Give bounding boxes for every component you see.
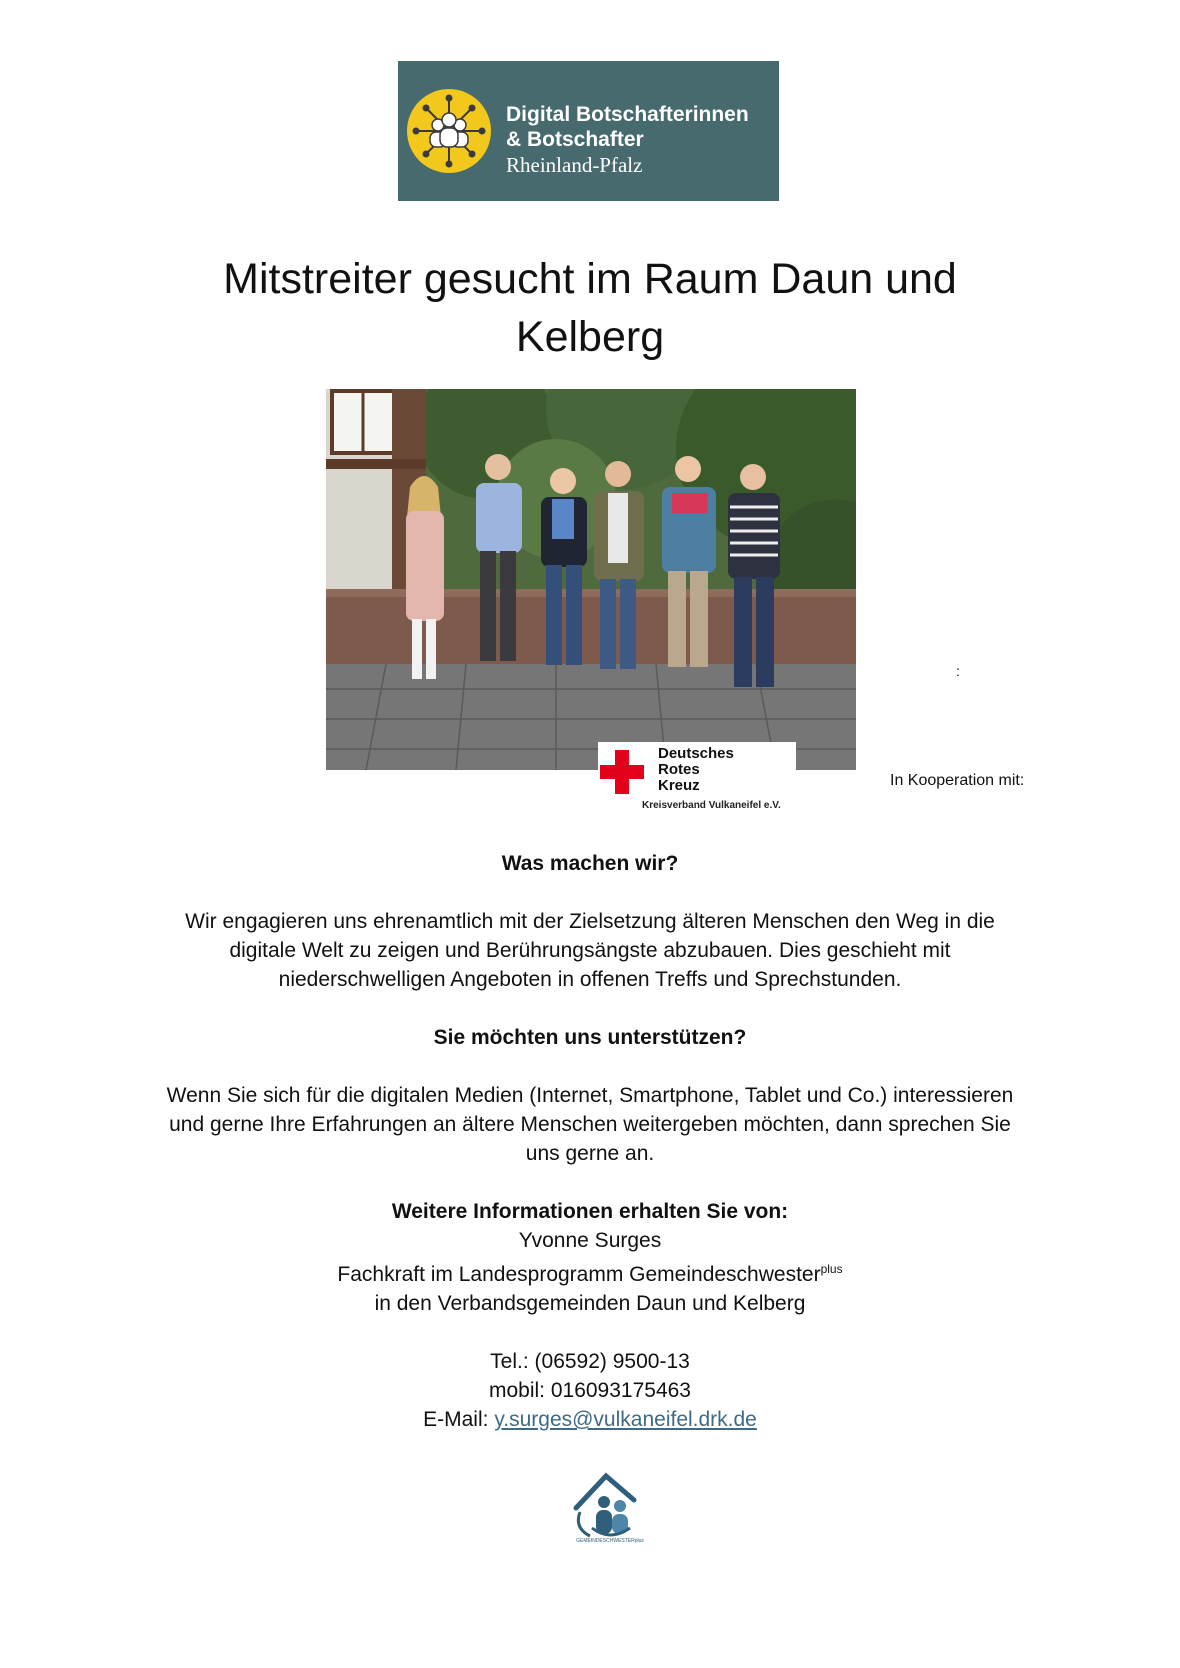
- email-link[interactable]: y.surges@vulkaneifel.drk.de: [494, 1408, 757, 1431]
- section1-heading: Was machen wir?: [501, 852, 679, 875]
- network-people-icon: [407, 89, 491, 173]
- title-line2: Kelberg: [515, 313, 665, 361]
- section2-line1: Wenn Sie sich für die digitalen Medien (Internet, Smartphone, Tablet und Co.) interessieren: [166, 1084, 1014, 1107]
- section2-line2: und gerne Ihre Erfahrungen an ältere Menschen weitergeben möchten, dann sprechen Sie: [169, 1113, 1011, 1136]
- section1-line3: niederschwelligen Angeboten in offenen Treffs und Sprechstunden.: [278, 968, 902, 991]
- section1-body: [110, 907, 1070, 994]
- contact-mobile: mobil: 016093175463: [488, 1379, 691, 1402]
- contact-name: Yvonne Surges: [518, 1229, 662, 1252]
- drk-subline: Kreisverband Vulkaneifel e.V.: [642, 800, 781, 811]
- contact-region: in den Verbandsgemeinden Daun und Kelberg: [374, 1292, 806, 1315]
- contact-role-text: Fachkraft im Landesprogramm Gemeindeschwester: [337, 1263, 821, 1286]
- logo-text-line3: Rheinland-Pfalz: [506, 153, 643, 177]
- email-label: E-Mail:: [423, 1408, 495, 1431]
- section2-body: [110, 1081, 1070, 1168]
- colon-mark: :: [956, 663, 960, 679]
- section2-heading: Sie möchten uns unterstützen?: [433, 1026, 747, 1049]
- logo-text-line2: & Botschafter: [506, 128, 644, 151]
- drk-word1: Deutsches: [658, 745, 734, 762]
- group-photo: [326, 389, 856, 770]
- digital-botschafter-logo: [398, 61, 779, 201]
- drk-word2: Rotes: [658, 761, 700, 778]
- title-line1: Mitstreiter gesucht im Raum Daun und: [223, 255, 957, 303]
- contact-role-sup: plus: [820, 1262, 843, 1276]
- contact-heading: Weitere Informationen erhalten Sie von:: [391, 1200, 789, 1223]
- logo-text-line1: Digital Botschafterinnen: [506, 103, 749, 126]
- cooperation-label: In Kooperation mit:: [890, 772, 1025, 789]
- section1-line1: Wir engagieren uns ehrenamtlich mit der Zielsetzung älteren Menschen den Weg in die: [185, 910, 995, 933]
- footer-logo-caption: GEMEINDESCHWESTERplus: [576, 1538, 644, 1544]
- section1-line2: digitale Welt zu zeigen und Berührungsängste abzubauen. Dies geschieht mit: [229, 939, 951, 962]
- contact-tel: Tel.: (06592) 9500-13: [490, 1350, 690, 1373]
- contact-email-row: [110, 1405, 1070, 1434]
- drk-logo: [598, 742, 796, 816]
- drk-word3: Kreuz: [658, 777, 700, 794]
- contact-role: [110, 1255, 1070, 1289]
- red-cross-bar: [600, 765, 644, 779]
- section2-line3: uns gerne an.: [525, 1142, 655, 1165]
- contact-block: [110, 1197, 1070, 1434]
- gemeindeschwester-logo: [570, 1466, 650, 1548]
- page-title: [150, 250, 1030, 366]
